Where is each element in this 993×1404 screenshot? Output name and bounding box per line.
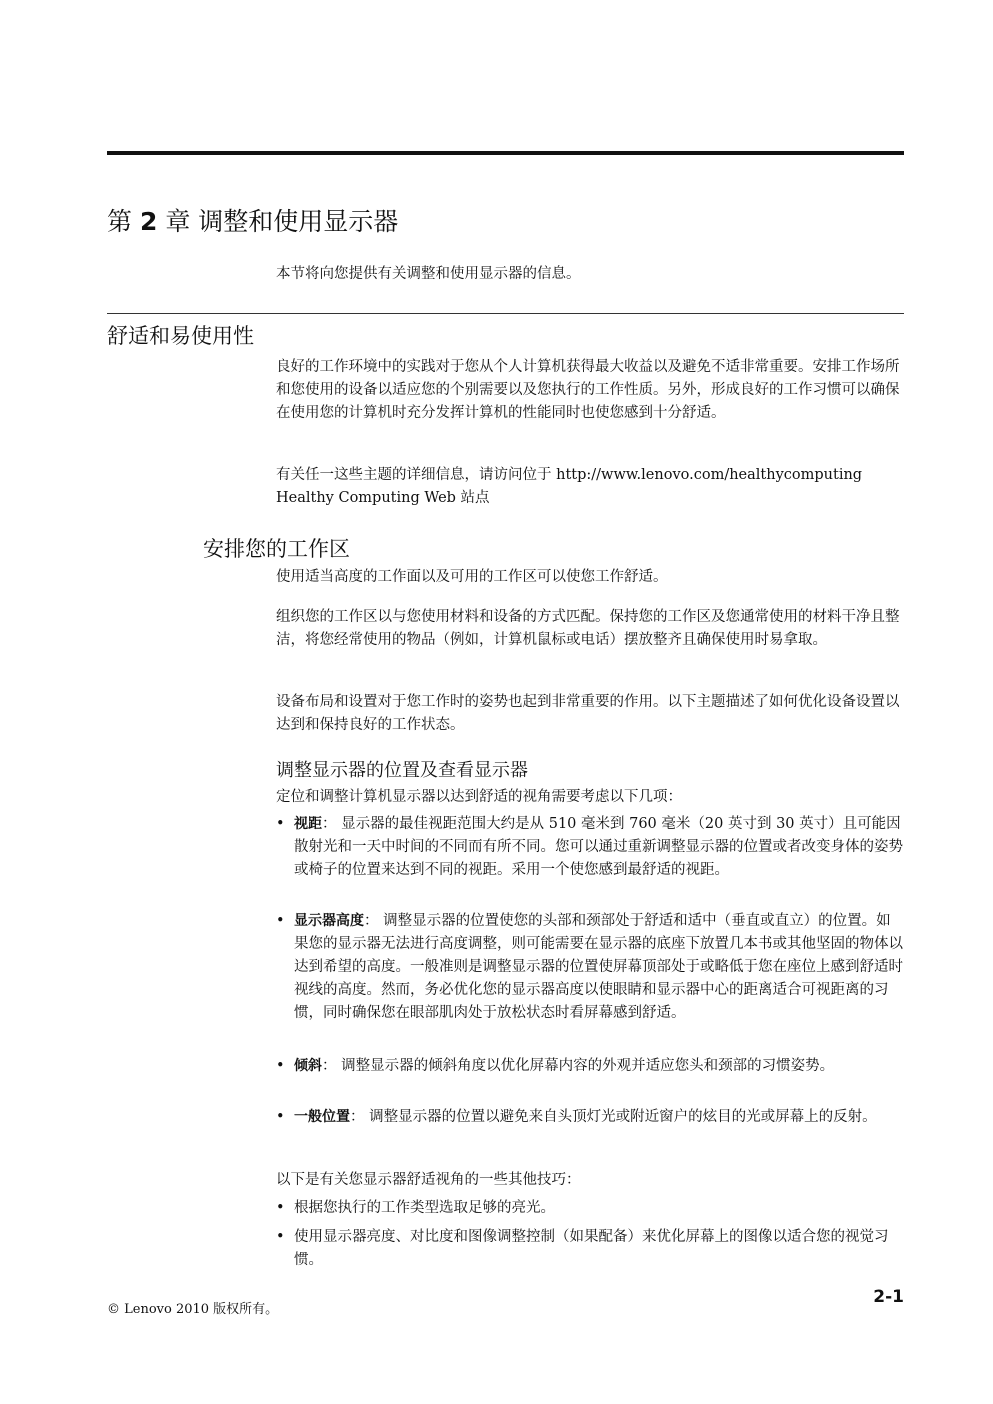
heading-monitor-position: 调整显示器的位置及查看显示器 bbox=[276, 760, 528, 781]
comfort-paragraph-2-line-2: Healthy Computing Web 站点 bbox=[276, 490, 490, 506]
comfort-paragraph-2 bbox=[276, 464, 862, 510]
tip-text: 根据您执行的工作类型选取足够的亮光。 bbox=[294, 1200, 555, 1216]
workspace-paragraph-2: 组织您的工作区以与您使用材料和设备的方式匹配。保持您的工作区及您通常使用的材料干净且整洁，将您经常使用的物品（例如，计算机鼠标或电话）摆放整齐且确保使用时易拿取。 bbox=[276, 609, 900, 648]
item-text: ： 显示器的最佳视距范围大约是从 510 毫米到 760 毫米（20 英寸到 30 英寸）且可能因散射光和一天中时间的不同而有所不同。您可以通过重新调整显示器的位置或者改变身体的姿势或椅子的位置来达到不同的视距。采用一个使您感到最舒适的视距。 bbox=[294, 816, 903, 878]
chapter-suffix: 章 bbox=[165, 207, 191, 236]
bullet: • bbox=[276, 816, 285, 832]
bullet: • bbox=[276, 913, 285, 929]
heading-workspace: 安排您的工作区 bbox=[203, 537, 350, 561]
list-item bbox=[276, 1055, 904, 1078]
tip-item bbox=[276, 1197, 904, 1220]
item-text: ： 调整显示器的位置使您的头部和颈部处于舒适和适中（垂直或直立）的位置。如果您的显示器无法进行高度调整，则可能需要在显示器的底座下放置几本书或其他坚固的物体以达到希望的高度。一般准则是调整显示器的位置使屏幕顶部处于或略低于您在座位上感到舒适时视线的高度。然而，务必优化您的显示器高度以使眼睛和显示器中心的距离适合可视距离的习惯，同时确保您在眼部肌肉处于放松状态时看屏幕感到舒适。 bbox=[294, 913, 903, 1021]
top-rule bbox=[107, 151, 904, 155]
chapter-prefix: 第 bbox=[107, 207, 133, 236]
list-item bbox=[276, 813, 904, 882]
item-text: ： 调整显示器的位置以避免来自头顶灯光或附近窗户的炫目的光或屏幕上的反射。 bbox=[350, 1109, 877, 1125]
tip-item bbox=[276, 1226, 904, 1272]
tip-text: 使用显示器亮度、对比度和图像调整控制（如果配备）来优化屏幕上的图像以适合您的视觉习惯。 bbox=[294, 1229, 889, 1268]
page-number: 2-1 bbox=[873, 1287, 904, 1307]
comfort-paragraph-2-line-1: 有关任一这些主题的详细信息，请访问位于 http://www.lenovo.com/healthycomputing bbox=[276, 467, 863, 483]
item-text: ： 调整显示器的倾斜角度以优化屏幕内容的外观并适应您头和颈部的习惯姿势。 bbox=[322, 1058, 835, 1074]
copyright: © Lenovo 2010 版权所有。 bbox=[107, 1302, 279, 1317]
chapter-number: 2 bbox=[139, 207, 158, 236]
workspace-paragraph-1: 使用适当高度的工作面以及可用的工作区可以使您工作舒适。 bbox=[276, 569, 668, 585]
tips-intro: 以下是有关您显示器舒适视角的一些其他技巧： bbox=[276, 1172, 581, 1188]
item-term: 一般位置 bbox=[294, 1109, 350, 1125]
bullet: • bbox=[276, 1200, 285, 1216]
comfort-paragraph-1: 良好的工作环境中的实践对于您从个人计算机获得最大收益以及避免不适非常重要。安排工作场所和您使用的设备以适应您的个别需要以及您执行的工作性质。另外，形成良好的工作习惯可以确保在使用您的计算机时充分发挥计算机的性能同时也使您感到十分舒适。 bbox=[276, 359, 900, 421]
workspace-paragraph-3: 设备布局和设置对于您工作时的姿势也起到非常重要的作用。以下主题描述了如何优化设备设置以达到和保持良好的工作状态。 bbox=[276, 694, 900, 733]
section-rule bbox=[107, 313, 904, 314]
chapter-intro: 本节将向您提供有关调整和使用显示器的信息。 bbox=[276, 266, 581, 282]
item-term: 视距 bbox=[294, 816, 322, 832]
bullet: • bbox=[276, 1058, 285, 1074]
item-term: 倾斜 bbox=[294, 1058, 322, 1074]
chapter-title bbox=[107, 202, 398, 238]
bullet: • bbox=[276, 1109, 285, 1125]
heading-comfort: 舒适和易使用性 bbox=[107, 324, 254, 348]
position-intro: 定位和调整计算机显示器以达到舒适的视角需要考虑以下几项： bbox=[276, 789, 682, 805]
chapter-title-text: 调整和使用显示器 bbox=[198, 207, 399, 236]
item-term: 显示器高度 bbox=[294, 913, 364, 929]
bullet: • bbox=[276, 1229, 285, 1245]
list-item bbox=[276, 910, 904, 1025]
list-item bbox=[276, 1106, 904, 1129]
